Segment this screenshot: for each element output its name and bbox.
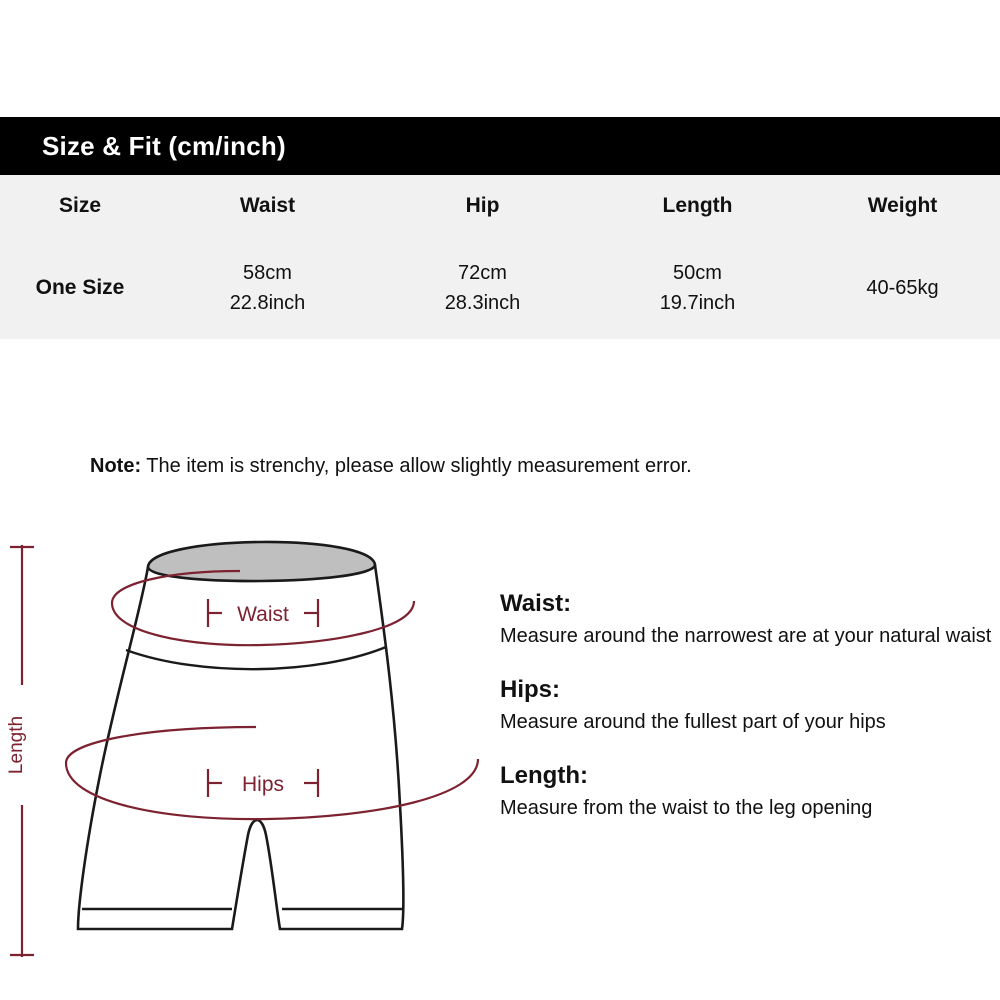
definition-hips-desc: Measure around the fullest part of your hips bbox=[500, 711, 886, 733]
definition-waist-desc: Measure around the narrowest are at your natural waist bbox=[500, 625, 992, 647]
column-header-length: Length bbox=[662, 194, 733, 218]
definition-length-desc: Measure from the waist to the leg opening bbox=[500, 797, 873, 819]
cell-size: One Size bbox=[35, 276, 125, 300]
definition-length bbox=[500, 762, 1000, 822]
definition-length-term: Length: bbox=[500, 762, 588, 789]
cell-weight: 40-65kg bbox=[866, 276, 939, 299]
cell-hip-inch: 28.3inch bbox=[444, 292, 521, 314]
column-header-waist: Waist bbox=[239, 194, 296, 218]
hips-label: Hips bbox=[241, 773, 285, 796]
measurement-note bbox=[90, 455, 940, 478]
cell-length bbox=[590, 237, 805, 339]
table-row bbox=[0, 237, 1000, 339]
shorts-measurement-diagram bbox=[0, 505, 500, 985]
length-label: Length bbox=[6, 715, 27, 775]
note-text: The item is strenchy, please allow slightly measurement error. bbox=[141, 455, 692, 477]
cell-hip bbox=[375, 237, 590, 339]
column-header-weight: Weight bbox=[867, 194, 938, 218]
cell-waist-inch: 22.8inch bbox=[229, 292, 306, 314]
table-header-row bbox=[0, 175, 1000, 237]
definition-waist-term: Waist: bbox=[500, 590, 572, 617]
cell-length-inch: 19.7inch bbox=[659, 292, 736, 314]
waist-label: Waist bbox=[237, 603, 289, 626]
page-title: Size & Fit (cm/inch) bbox=[42, 130, 286, 161]
definition-hips-term: Hips: bbox=[500, 676, 560, 703]
hips-measure-line bbox=[66, 727, 478, 819]
length-measure-line bbox=[6, 545, 38, 957]
cell-waist bbox=[160, 237, 375, 339]
cell-waist-cm: 58cm bbox=[243, 261, 292, 284]
cell-length-cm: 50cm bbox=[673, 261, 722, 284]
measurement-definitions bbox=[500, 590, 1000, 848]
cell-hip-cm: 72cm bbox=[458, 261, 507, 284]
note-label: Note: bbox=[90, 455, 142, 477]
size-fit-header bbox=[0, 117, 1000, 175]
size-chart-table bbox=[0, 175, 1000, 339]
waistband-shape bbox=[148, 542, 375, 581]
column-header-size: Size bbox=[58, 194, 102, 218]
definition-hips bbox=[500, 676, 1000, 736]
definition-waist bbox=[500, 590, 1000, 650]
column-header-hip: Hip bbox=[465, 194, 500, 218]
